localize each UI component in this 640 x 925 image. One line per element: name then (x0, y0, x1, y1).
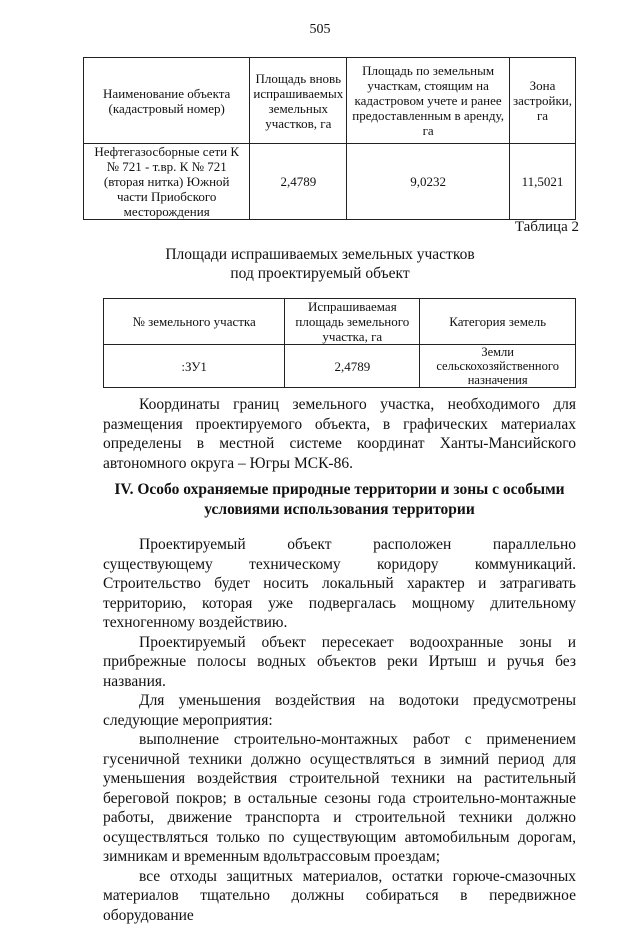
coordinates-paragraph (103, 395, 576, 473)
requested-areas-table (103, 298, 576, 388)
section-body (103, 535, 576, 925)
cell-land-category: Земли сельскохозяйственного назначения (420, 345, 576, 388)
paragraph: Для уменьшения воздействия на водотоки предусмотрены следующие мероприятия: (103, 691, 576, 730)
cell-requested-area: 2,4789 (285, 345, 420, 388)
table2-title (0, 245, 640, 283)
paragraph: все отходы защитных материалов, остатки горюче-смазочных материалов тщательно должны собираться в передвижное оборудование (103, 867, 576, 925)
header-requested-area: Испрашиваемая площадь земельного участка, га (285, 299, 420, 345)
header-plot-number: № земельного участка (104, 299, 285, 345)
table-row (84, 144, 576, 220)
cell-new-area: 2,4789 (250, 144, 347, 220)
cell-object-name: Нефтегазосборные сети К № 721 - т.вр. К № 721 (вторая нитка) Южной части Приобского месторождения (84, 144, 250, 220)
paragraph: Проектируемый объект расположен параллельно существующему техническому коридору коммуникаций. Строительство будет носить локальный характер и затрагивать территорию, которая уже подвергалась мощному длительному техногенному воздействию. (103, 535, 576, 633)
table2-label: Таблица 2 (515, 219, 579, 236)
page-number: 505 (0, 22, 640, 38)
table2-title-line2: под проектируемый объект (0, 264, 640, 283)
header-object-name: Наименование объекта (кадастровый номер) (84, 58, 250, 144)
header-registered-area: Площадь по земельным участкам, стоящим на кадастровом учете и ранее предоставленным в аренду, га (347, 58, 510, 144)
section-title: IV. Особо охраняемые природные территории и зоны с особыми условиями использования территории (103, 480, 576, 519)
header-build-zone: Зона застройки, га (509, 58, 575, 144)
table-row (104, 345, 576, 388)
paragraph: Проектируемый объект пересекает водоохранные зоны и прибрежные полосы водных объектов реки Иртыш и ручья без названия. (103, 633, 576, 692)
table-header-row (84, 58, 576, 144)
cell-plot-number: :ЗУ1 (104, 345, 285, 388)
header-land-category: Категория земель (420, 299, 576, 345)
header-new-area: Площадь вновь испрашиваемых земельных участков, га (250, 58, 347, 144)
paragraph: выполнение строительно-монтажных работ с применением гусеничной техники должно осуществляться в зимний период для уменьшения воздействия строительной техники на растительный береговой покров; в остальные сезоны года строительно-монтажные работы, движение транспорта и строительной техники должно осуществляться только по существующим автомобильным дорогам, зимникам и временным вдольтрассовым проездам; (103, 730, 576, 867)
cell-build-zone: 11,5021 (509, 144, 575, 220)
cell-registered-area: 9,0232 (347, 144, 510, 220)
land-area-table (83, 57, 576, 220)
table-header-row (104, 299, 576, 345)
table2-title-line1: Площади испрашиваемых земельных участков (0, 245, 640, 264)
paragraph: Координаты границ земельного участка, необходимого для размещения проектируемого объекта, в графических материалах определены в местной системе координат Ханты-Мансийского автономного округа – Югры МСК-86. (103, 395, 576, 473)
